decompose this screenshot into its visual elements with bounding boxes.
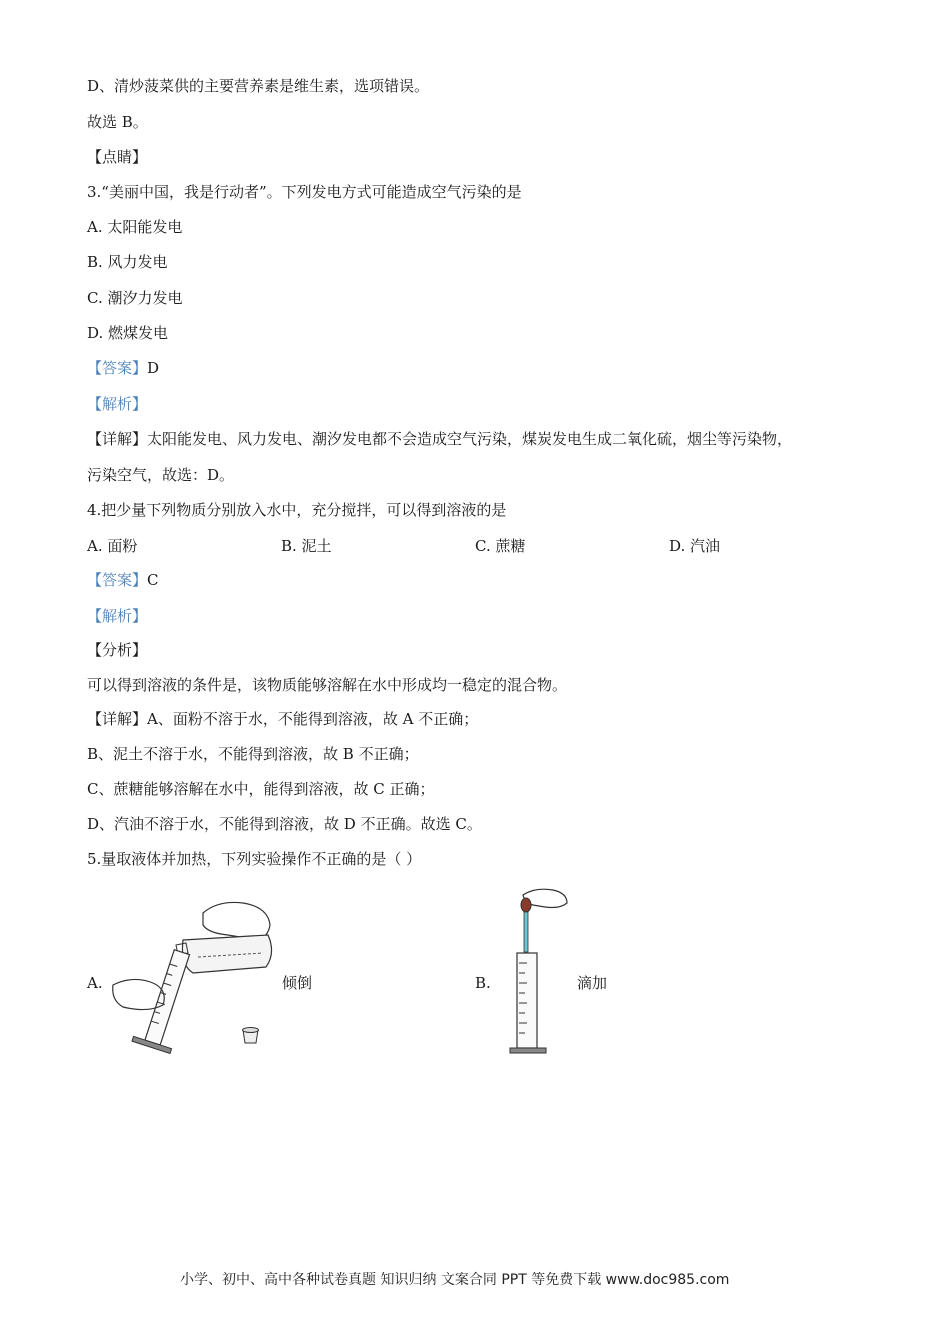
answer-line xyxy=(87,358,159,378)
option-c: C. 潮汐力发电 xyxy=(87,289,183,307)
option-c: C. 蔗糖 xyxy=(475,537,526,555)
section-tag: 【点睛】 xyxy=(87,148,148,166)
detail-line: 【详解】A、面粉不溶于水，不能得到溶液，故 A 不正确； xyxy=(87,710,479,728)
analysis-tag: 【解析】 xyxy=(87,607,148,625)
option-b-label: 滴加 xyxy=(577,974,608,992)
text-line: 故选 B。 xyxy=(87,113,148,131)
option-d: D. 汽油 xyxy=(669,537,721,555)
answer-line xyxy=(87,570,159,590)
option-a-label: 倾倒 xyxy=(282,974,313,992)
option-b: B. 泥土 xyxy=(281,537,332,555)
answer-value: C xyxy=(147,571,159,589)
option-a: A. 太阳能发电 xyxy=(87,218,183,236)
pouring-illustration xyxy=(108,895,278,1055)
analysis-tag: 【解析】 xyxy=(87,395,148,413)
answer-tag: 【答案】 xyxy=(87,359,148,377)
question-5: 5.量取液体并加热，下列实验操作不正确的是（ ） xyxy=(87,850,422,868)
option-a: A. 面粉 xyxy=(87,537,138,555)
dropper-illustration xyxy=(505,885,575,1057)
answer-tag: 【答案】 xyxy=(87,571,148,589)
text-line: D、清炒菠菜供的主要营养素是维生素，选项错误。 xyxy=(87,77,430,95)
answer-value: D xyxy=(147,359,160,377)
option-b-letter: B. xyxy=(475,974,491,992)
detail-line: B、泥土不溶于水，不能得到溶液，故 B 不正确； xyxy=(87,745,419,763)
detail-line: 污染空气，故选：D。 xyxy=(87,466,235,484)
text-line: 可以得到溶液的条件是，该物质能够溶解在水中形成均一稳定的混合物。 xyxy=(87,676,568,694)
option-a-letter: A. xyxy=(87,974,103,992)
detail-line: C、蔗糖能够溶解在水中，能得到溶液，故 C 正确； xyxy=(87,780,435,798)
question-4: 4.把少量下列物质分别放入水中，充分搅拌，可以得到溶液的是 xyxy=(87,501,507,519)
option-b: B. 风力发电 xyxy=(87,253,168,271)
analysis-section-tag: 【分析】 xyxy=(87,641,148,659)
option-d: D. 燃煤发电 xyxy=(87,324,169,342)
detail-line: 【详解】太阳能发电、风力发电、潮汐发电都不会造成空气污染，煤炭发电生成二氧化硫，烟尘等污染物， xyxy=(87,430,793,448)
page-footer: 小学、初中、高中各种试卷真题 知识归纳 文案合同 PPT 等免费下载 www.doc985.com xyxy=(180,1272,730,1288)
question-3: 3.“美丽中国，我是行动者”。下列发电方式可能造成空气污染的是 xyxy=(87,183,522,201)
detail-line: D、汽油不溶于水，不能得到溶液，故 D 不正确。故选 C。 xyxy=(87,815,482,833)
